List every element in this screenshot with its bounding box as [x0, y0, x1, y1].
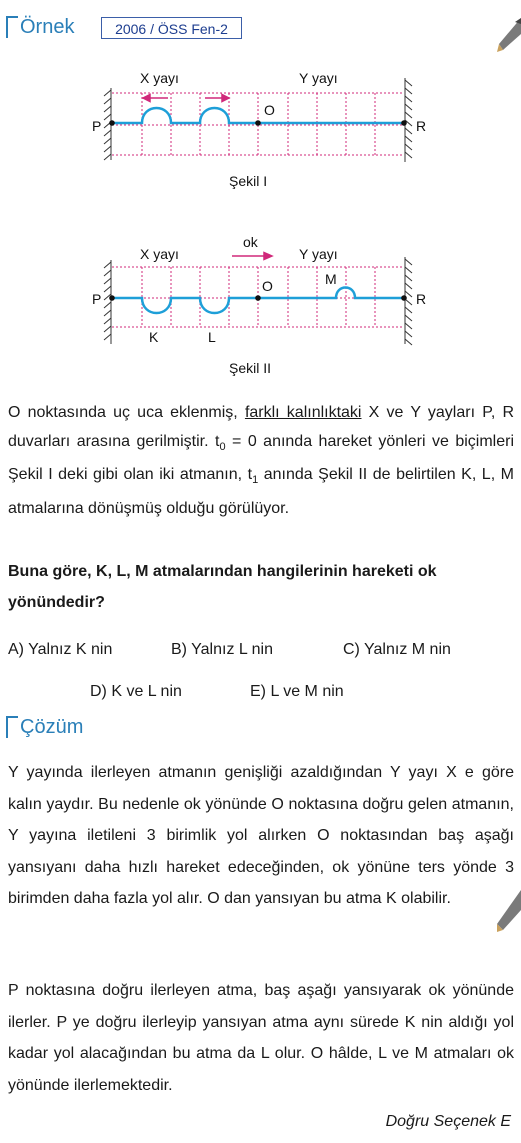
o-label-2: O [262, 278, 273, 294]
caption-2: Şekil II [229, 360, 272, 376]
question-prompt: Buna göre, K, L, M atmalarından hangilerinin hareketi ok yönündedir? [8, 563, 437, 611]
y-label-2: Y yayı [299, 246, 338, 262]
wall-r-2 [405, 257, 412, 345]
solution-paragraph-2: P noktasına doğru ilerleyen atma, baş aşağı yansıyarak ok yönünde ilerler. P ye doğru ilerleyip yansıyan atma aynı sürede K nin aldığı yol kadar yol alacağından bu atma da L olur. O hâlde, L ve M atmaları ok yönünde ilerlemektedir. [8, 982, 514, 1094]
o-label-1: O [264, 102, 275, 118]
underlined-phrase: farklı kalınlıktaki [244, 404, 362, 421]
ok-arrow [232, 253, 272, 260]
p-label-2: P [92, 291, 102, 307]
wall-p-2 [104, 260, 111, 344]
k-label: K [149, 329, 159, 345]
r-label-1: R [416, 118, 427, 134]
y-label-1: Y yayı [299, 70, 338, 86]
question-text: O noktasında uç uca eklenmiş, farklı kalınlıktaki X ve Y yayları P, R duvarları arasına gerilmiştir. $t_0 = 0$ anında hareket yönleri ve biçimleri Şekil I deki gibi olan iki atmanın, $t_1$ anında Şekil II de belirtilen K, L, M atmalarına dönüşmüş olduğu görülüyor. [8, 404, 515, 517]
example-heading [6, 16, 74, 38]
p-label-1: P [92, 118, 102, 134]
example-title: Örnek [20, 16, 75, 38]
figure-2 [0, 232, 521, 382]
l-label: L [208, 329, 216, 345]
arrow-right [205, 95, 229, 102]
pencil-icon [497, 14, 521, 52]
arrow-left [143, 95, 168, 102]
solution-title: Çözüm [20, 716, 84, 738]
option-d: D) K ve L nin [90, 683, 182, 700]
arrow-label: ok [243, 234, 258, 250]
point-o [255, 120, 261, 126]
r-label-2: R [416, 291, 427, 307]
x-label-2: X yayı [140, 246, 179, 262]
source-badge: 2006 / ÖSS Fen-2 [101, 17, 242, 39]
wall-r [405, 78, 412, 162]
heading-bracket [6, 16, 18, 38]
option-a: A) Yalnız K nin [8, 641, 113, 658]
caption-1: Şekil I [229, 173, 268, 189]
point-p-2 [109, 295, 115, 301]
solution-bracket [6, 716, 18, 738]
x-label-1: X yayı [140, 70, 179, 86]
solution-heading [6, 716, 83, 738]
point-p [109, 120, 115, 126]
point-r-2 [401, 295, 407, 301]
option-c: C) Yalnız M nin [343, 641, 451, 658]
figure-1 [0, 60, 521, 200]
answer-label: Doğru Seçenek E [385, 1113, 511, 1130]
point-r [401, 120, 407, 126]
option-b: B) Yalnız L nin [171, 641, 273, 658]
option-e: E) L ve M nin [250, 683, 344, 700]
solution-paragraph-1: Y yayında ilerleyen atmanın genişliği azaldığından Y yayı X e göre kalın yaydır. Bu nedenle ok yönünde O noktasına doğru gelen atmanın, Y yayına iletileni 3 birimlik yol alırken O noktasından baş aşağı yansıyanı daha hızlı hareket edeceğinden, ok yönüne ters yönde 3 birimden daha fazla yol alır. O dan yansıyan bu atma K olabilir. [8, 764, 514, 907]
point-o-2 [255, 295, 261, 301]
m-label: M [325, 271, 337, 287]
